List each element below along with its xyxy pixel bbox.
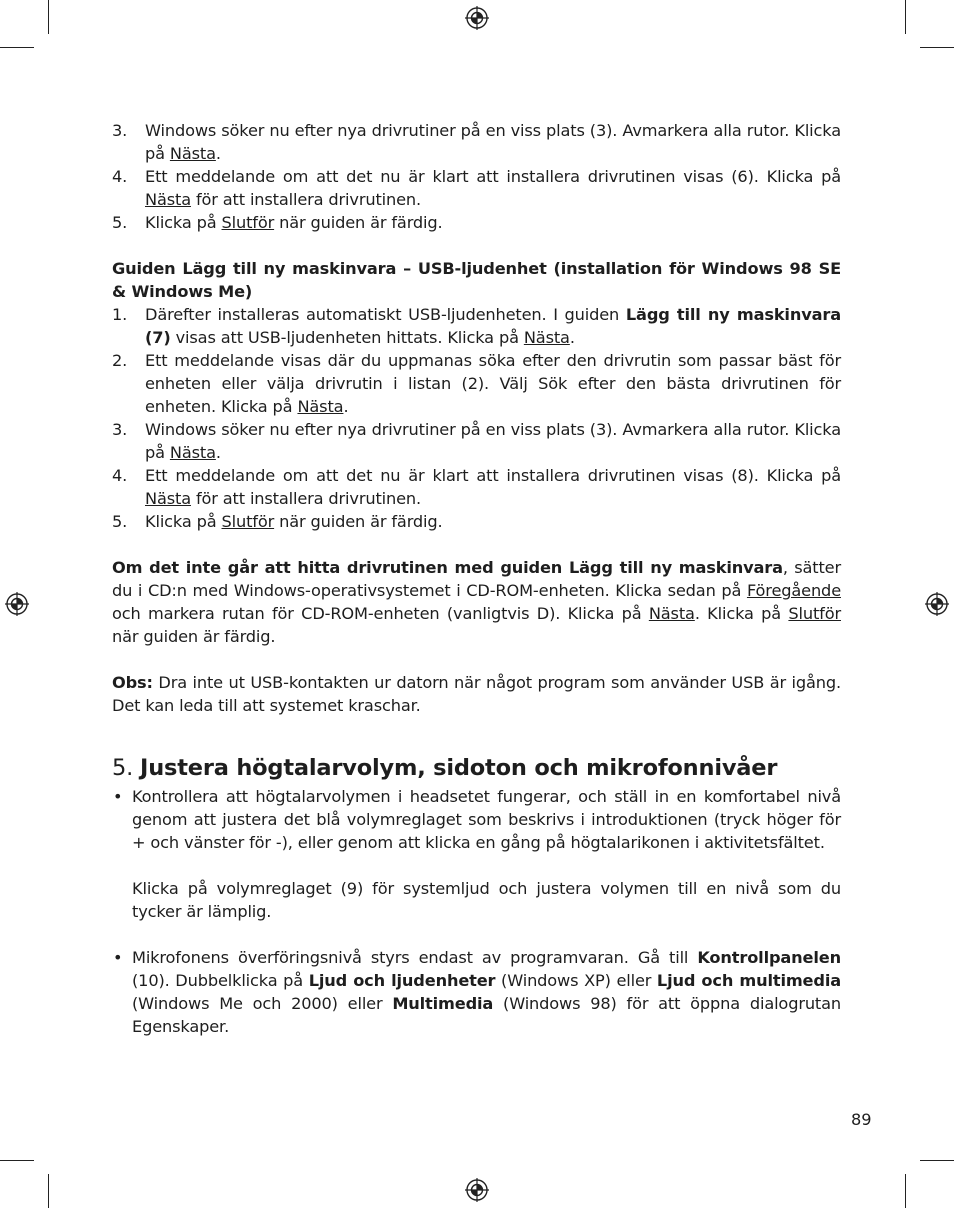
list-item: 1. Därefter installeras automatiskt USB-ljudenheten. I guiden Lägg till ny maskinvara (7) visas att USB-ljudenheten hittats. Klicka på Nästa. — [112, 305, 841, 347]
crop-mark — [0, 1160, 34, 1161]
bullet-list — [112, 785, 841, 1038]
link-foregaende: Föregående — [746, 581, 841, 600]
list-item: • Mikrofonens överföringsnivå styrs endast av programvaran. Gå till Kontrollpanelen (10). Dubbelklicka på Ljud och ljudenheter (Windows XP) eller Ljud och multimedia (Windows Me och 2000) eller Multimedia (Windows 98) för att öppna dialogrutan Egenskaper. — [113, 948, 842, 1036]
obs-paragraph: Obs: Dra inte ut USB-kontakten ur datorn när något program som använder USB är igång. Det kan leda till att systemet kraschar. — [112, 673, 841, 715]
steps-list-windows-xp — [112, 119, 841, 234]
list-item: 2. Ett meddelande visas där du uppmanas söka efter den drivrutin som passar bäst för enheten eller välja drivrutin i listan (2). Välj Sök efter den bästa drivrutinen för enheten. Klicka på Nästa. — [112, 351, 841, 416]
registration-mark-icon — [465, 1178, 489, 1202]
section-heading: Guiden Lägg till ny maskinvara – USB-ljudenhet (installation för Windows 98 SE & Windows Me) — [112, 259, 841, 301]
list-item: 4. Ett meddelande om att det nu är klart att installera drivrutinen visas (6). Klicka på Nästa för att installera drivrutinen. — [112, 167, 841, 209]
registration-mark-icon — [925, 592, 949, 616]
link-nasta: Nästa — [145, 190, 191, 209]
link-nasta: Nästa — [169, 144, 216, 163]
list-item: 3. Windows söker nu efter nya drivrutiner på en viss plats (3). Avmarkera alla rutor. Klicka på Nästa. — [112, 121, 841, 163]
link-nasta: Nästa — [145, 489, 191, 508]
link-nasta: Nästa — [523, 328, 570, 347]
link-slutfor: Slutför — [788, 604, 841, 623]
steps-list-windows-98 — [112, 303, 841, 533]
link-nasta: Nästa — [169, 443, 216, 462]
crop-mark — [48, 1174, 49, 1208]
link-nasta: Nästa — [297, 397, 344, 416]
link-slutfor: Slutför — [221, 512, 275, 531]
list-item: 3. Windows söker nu efter nya drivrutiner på en viss plats (3). Avmarkera alla rutor. Klicka på Nästa. — [112, 420, 841, 462]
link-nasta: Nästa — [648, 604, 695, 623]
page-content — [112, 119, 841, 1038]
list-item: 5. Klicka på Slutför när guiden är färdig. — [112, 512, 443, 531]
bullet-icon: • — [113, 948, 123, 967]
crop-mark — [920, 1160, 954, 1161]
crop-mark — [905, 1174, 906, 1208]
list-item: 5. Klicka på Slutför när guiden är färdig. — [112, 213, 443, 232]
crop-mark — [905, 0, 906, 34]
link-slutfor: Slutför — [221, 213, 275, 232]
section-5-heading: 5. Justera högtalarvolym, sidoton och mikrofonnivåer — [112, 755, 778, 781]
list-item: 4. Ett meddelande om att det nu är klart att installera drivrutinen visas (8). Klicka på Nästa för att installera drivrutinen. — [112, 466, 841, 508]
bullet-icon: • — [113, 787, 123, 806]
crop-mark — [0, 47, 34, 48]
page-number: 89 — [851, 1110, 872, 1129]
crop-mark — [48, 0, 49, 34]
crop-mark — [920, 47, 954, 48]
list-item: • Kontrollera att högtalarvolymen i headsetet fungerar, och ställ in en komfortabel nivå genom att justera det blå volymreglaget som beskrivs i introduktionen (tryck höger för + och vänster för -), eller genom att klicka en gång på högtalarikonen i aktivitetsfältet. Klicka på volymreglaget (9) för systemljud och justera volymen till en nivå som du tycker är lämplig. — [113, 787, 841, 921]
registration-mark-icon — [5, 592, 29, 616]
registration-mark-icon — [465, 6, 489, 30]
note-paragraph: Om det inte går att hitta drivrutinen med guiden Lägg till ny maskinvara, sätter du i CD:n med Windows-operativsystemet i CD-ROM-enheten. Klicka sedan på Föregående och markera rutan för CD-ROM-enheten (vanligtvis D). Klicka på Nästa. Klicka på Slutför när guiden är färdig. — [112, 558, 841, 646]
